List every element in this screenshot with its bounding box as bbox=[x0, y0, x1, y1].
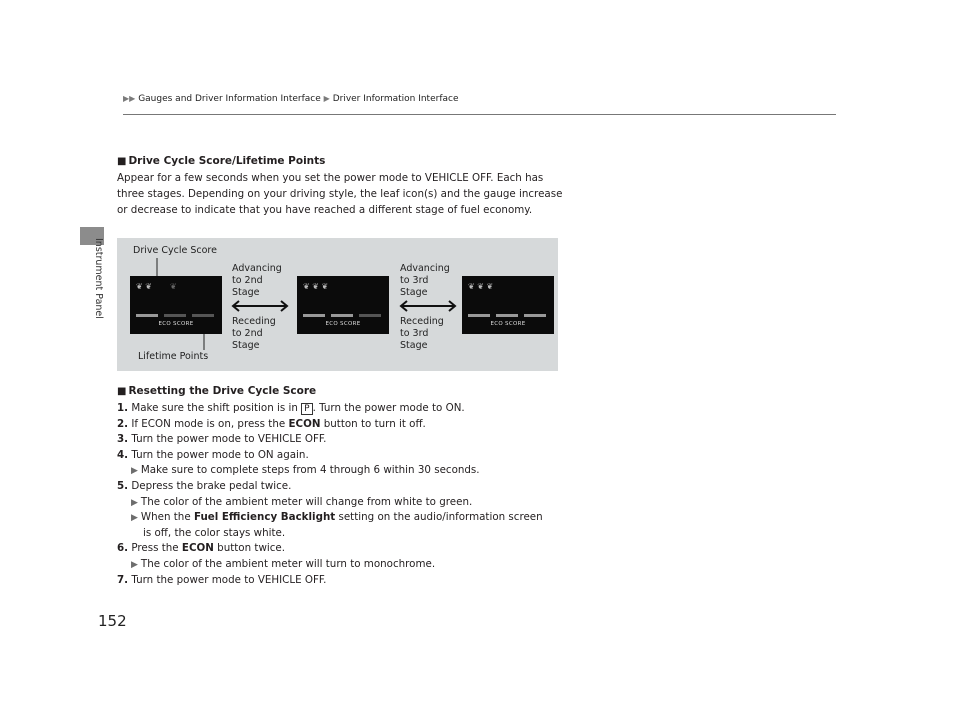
step-5-note-1: ▶ The color of the ambient meter will change from white to green. bbox=[131, 495, 473, 508]
note-arrow-icon: ▶ bbox=[131, 513, 138, 524]
figure-panel bbox=[117, 238, 558, 371]
breadcrumb-arrow-icon: ▶ bbox=[323, 94, 330, 103]
double-arrow-icon bbox=[398, 300, 458, 312]
square-bullet-icon: ■ bbox=[117, 386, 127, 397]
step-3: 3. Turn the power mode to VEHICLE OFF. bbox=[117, 433, 327, 446]
note-arrow-icon: ▶ bbox=[131, 497, 138, 508]
reset-steps-list bbox=[117, 401, 587, 588]
gauge-bar bbox=[359, 314, 381, 317]
eco-score-text: ECO SCORE bbox=[325, 321, 361, 327]
gauge-bar bbox=[164, 314, 186, 317]
lifetime-points-label: Lifetime Points bbox=[138, 351, 209, 362]
breadcrumb-item-driver-info[interactable]: Driver Information Interface bbox=[332, 94, 459, 104]
breadcrumb bbox=[123, 94, 459, 104]
leaf-icon: ❦ ❦ ❦ bbox=[303, 282, 329, 291]
gauge-bar bbox=[468, 314, 490, 317]
step-1: 1. Make sure the shift position is in P . Turn the power mode to ON. bbox=[117, 402, 465, 414]
advancing-2nd-label: Advancing to 2nd Stage bbox=[232, 263, 282, 298]
double-arrow-icon bbox=[230, 300, 290, 312]
advancing-3rd-label: Advancing to 3rd Stage bbox=[400, 263, 450, 298]
gauge-bar bbox=[192, 314, 214, 317]
eco-score-screen-stage1 bbox=[130, 276, 222, 334]
receding-3rd-label: Receding to 3rd Stage bbox=[400, 316, 444, 351]
gauge-bar bbox=[524, 314, 546, 317]
section-title-resetting: ■ Resetting the Drive Cycle Score bbox=[117, 385, 317, 397]
breadcrumb-item-gauges[interactable]: Gauges and Driver Information Interface bbox=[138, 94, 321, 104]
note-arrow-icon: ▶ bbox=[131, 559, 138, 570]
breadcrumb-arrow-icon: ▶▶ bbox=[123, 94, 136, 103]
step-5-note-2: ▶ When the Fuel Efficiency Backlight setting on the audio/information screen bbox=[131, 511, 543, 524]
leaf-icon: ❦ bbox=[170, 282, 177, 291]
park-key-icon: P bbox=[301, 403, 312, 415]
square-bullet-icon: ■ bbox=[117, 156, 127, 167]
step-5: 5. Depress the brake pedal twice. bbox=[117, 479, 292, 492]
sidebar-section-label: Instrument Panel bbox=[93, 238, 104, 319]
page-number: 152 bbox=[98, 612, 127, 630]
step-4: 4. Turn the power mode to ON again. bbox=[117, 448, 309, 461]
drive-cycle-score-label: Drive Cycle Score bbox=[133, 245, 217, 256]
leaf-icon: ❦ ❦ ❦ bbox=[468, 282, 494, 291]
eco-score-text: ECO SCORE bbox=[158, 321, 194, 327]
gauge-bar bbox=[136, 314, 158, 317]
eco-score-text: ECO SCORE bbox=[490, 321, 526, 327]
step-4-note: ▶ Make sure to complete steps from 4 through 6 within 30 seconds. bbox=[131, 464, 480, 477]
leaf-icon: ❦ ❦ bbox=[136, 282, 152, 291]
header-rule bbox=[123, 114, 836, 115]
gauge-bar bbox=[496, 314, 518, 317]
step-6-note: ▶ The color of the ambient meter will turn to monochrome. bbox=[131, 557, 436, 570]
note-arrow-icon: ▶ bbox=[131, 466, 138, 477]
section-title-drive-cycle: ■ Drive Cycle Score/Lifetime Points bbox=[117, 155, 326, 167]
eco-score-screen-stage2 bbox=[297, 276, 389, 334]
gauge-bar bbox=[331, 314, 353, 317]
gauge-bar bbox=[303, 314, 325, 317]
step-6: 6. Press the ECON button twice. bbox=[117, 542, 285, 555]
step-5-note-2-cont: is off, the color stays white. bbox=[143, 526, 286, 539]
eco-score-screen-stage3 bbox=[462, 276, 554, 334]
receding-2nd-label: Receding to 2nd Stage bbox=[232, 316, 276, 351]
step-7: 7. Turn the power mode to VEHICLE OFF. bbox=[117, 573, 327, 586]
section-body: Appear for a few seconds when you set the power mode to VEHICLE OFF. Each has three stages. Depending on your driving style, the leaf icon(s) and the gauge increase or decrease to indicate that you have reached a different stage of fuel economy. bbox=[117, 172, 563, 216]
step-2: 2. If ECON mode is on, press the ECON button to turn it off. bbox=[117, 417, 426, 430]
